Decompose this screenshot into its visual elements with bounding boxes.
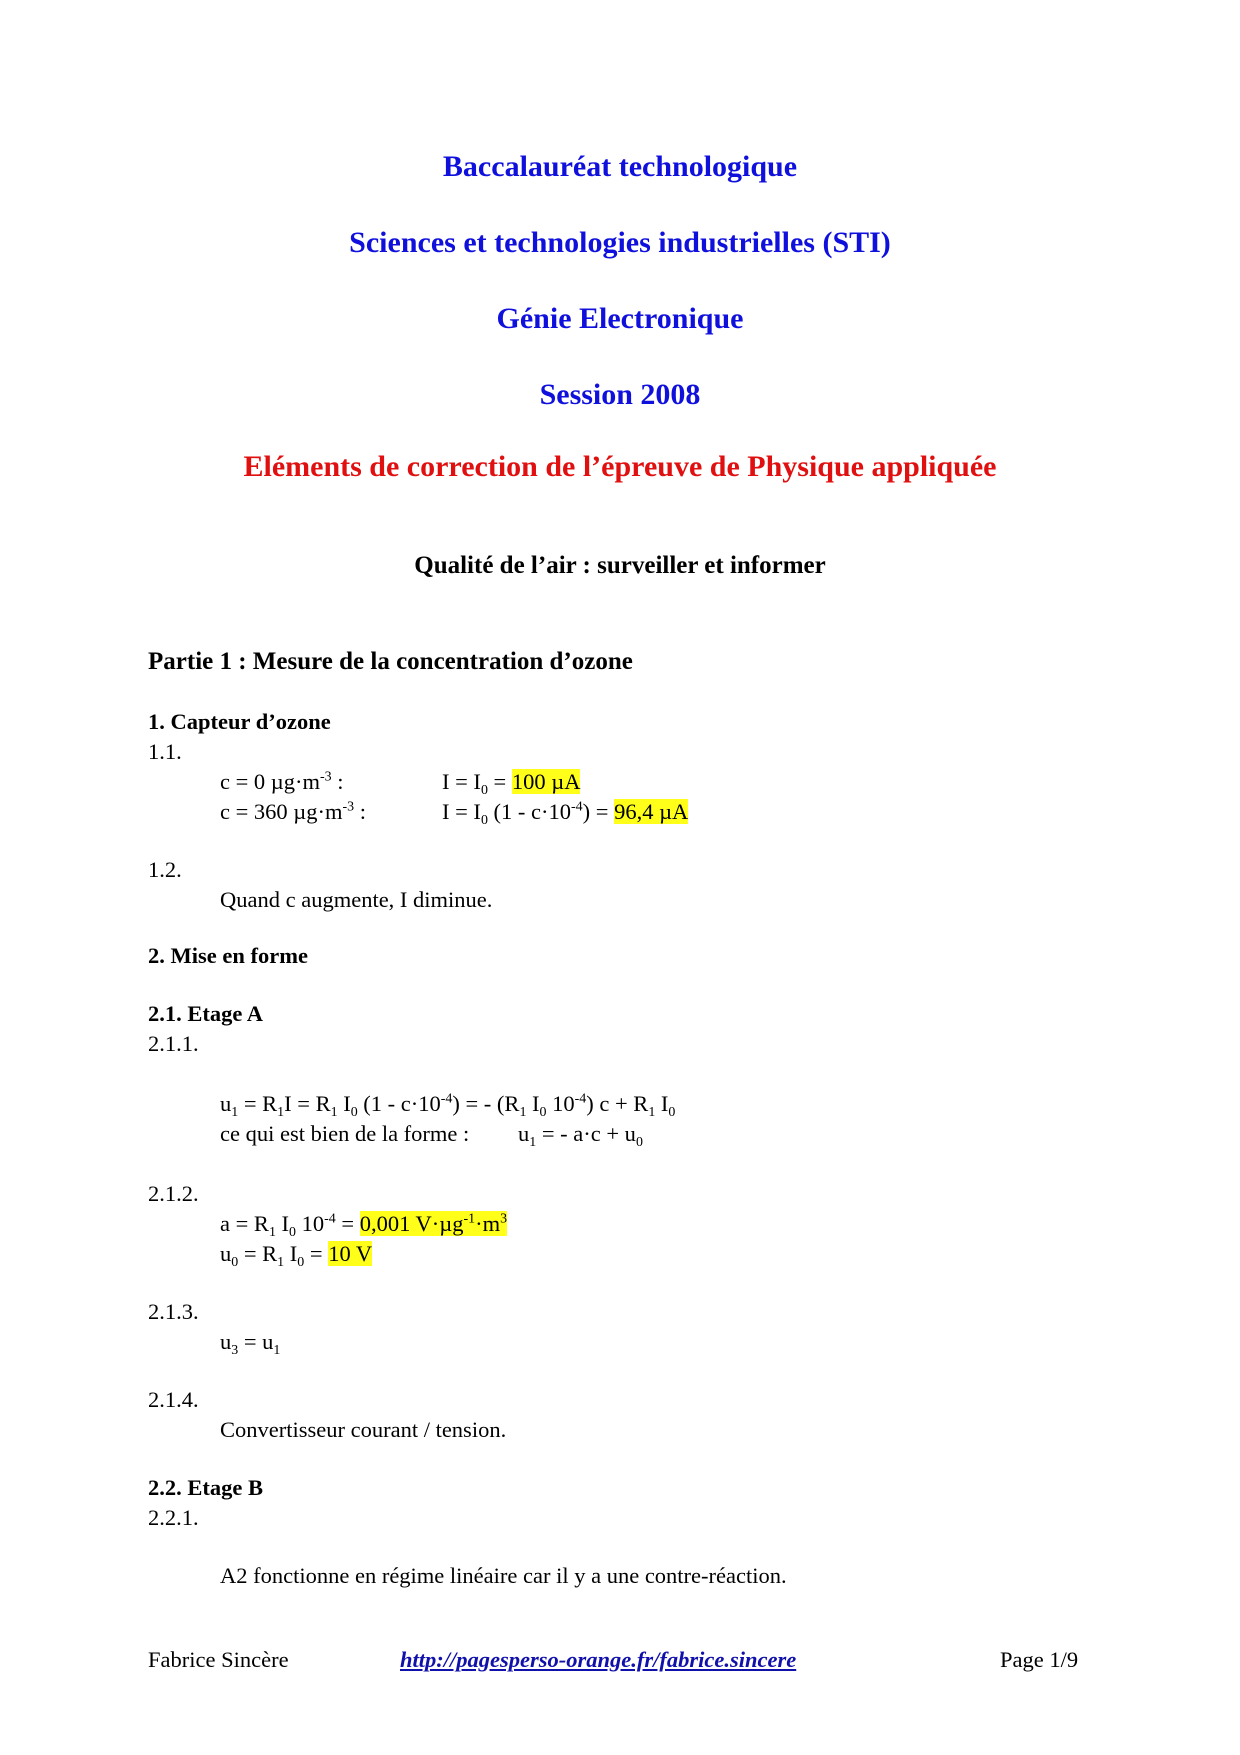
q-1-2-answer: Quand c augmente, I diminue. [220,887,493,912]
q-2-2-1-answer: A2 fonctionne en régime linéaire car il y a une contre-réaction. [220,1563,787,1588]
answer-highlight: 10 V [328,1241,373,1266]
part1-title: Partie 1 : Mesure de la concentration d’ozone [148,648,633,675]
q-1-1-row1-condition: c = 0 $\mu g\cdot m^{-3}$ : [220,769,344,794]
q-2-1-1-label: 2.1.1. [148,1031,199,1056]
q-2-1-1-equation: $u_1 = R_1I = R_1$ $I_0$ $(1 - c\cdot 10^{-4})$ = - ($R_1$ $I_0$ $10^{-4}$) $c + R_1$ $I_0$ [220,1091,676,1120]
q-1-1-row2-condition: c = 360 $\mu g\cdot m^{-3}$ : [220,799,367,824]
answer-highlight: 0,001 $V\cdot\mu g^{-1}\cdot m^3$ [359,1211,508,1236]
title-elements-correction: Eléments de correction de l’épreuve de Physique appliquée [243,450,997,483]
title-sti: Sciences et technologies industrielles (STI) [349,226,891,259]
title-baccalaureat: Baccalauréat technologique [442,150,798,183]
q-1-1-row2-equation: $I = I_0$ $(1 - c\cdot 10^{-4}) = 96,4$ µA [442,799,689,828]
q-1-1-row1-equation: $I = I_0 = 100$ µA [442,769,581,798]
q-1-2-label: 1.2. [148,857,182,882]
footer-author: Fabrice Sincère [148,1647,289,1672]
footer-page-number: Page 1/9 [1000,1647,1079,1672]
q-2-1-3-label: 2.1.3. [148,1299,199,1324]
q-2-1-1-form-equation: $u_1$ = - $a\cdot c + u_0$ [518,1121,643,1150]
q-2-1-4-answer: Convertisseur courant / tension. [220,1417,507,1442]
footer-link[interactable]: http://pagesperso-orange.fr/fabrice.sincere [400,1647,797,1672]
q-1-1-label: 1.1. [148,739,182,764]
section-2-title: 2. Mise en forme [148,943,308,968]
section-2-2-title: 2.2. Etage B [148,1475,263,1500]
q-2-1-1-form-text: ce qui est bien de la forme : [220,1121,470,1146]
q-2-1-3-equation: $u_3 = u_1$ [220,1329,281,1358]
title-genie-electronique: Génie Electronique [496,302,744,335]
section-1-title: 1. Capteur d’ozone [148,709,331,734]
q-2-1-4-label: 2.1.4. [148,1387,199,1412]
answer-highlight: 96,4 µA [614,799,689,824]
section-2-1-title: 2.1. Etage A [148,1001,263,1026]
subtitle-qualite-air: Qualité de l’air : surveiller et informer [414,552,826,579]
q-2-2-1-label: 2.2.1. [148,1505,199,1530]
q-2-1-2-equation-a: $a = R_1$ $I_0$ $10^{-4} = 0,001$ $V\cdot\mu g^{-1}\cdot m^3$ [220,1211,508,1240]
q-2-1-2-equation-u0: $u_0 = R_1$ $I_0 = 10$ V [220,1241,373,1270]
answer-highlight: 100 µA [511,769,581,794]
q-2-1-2-label: 2.1.2. [148,1181,199,1206]
title-session: Session 2008 [539,378,701,411]
